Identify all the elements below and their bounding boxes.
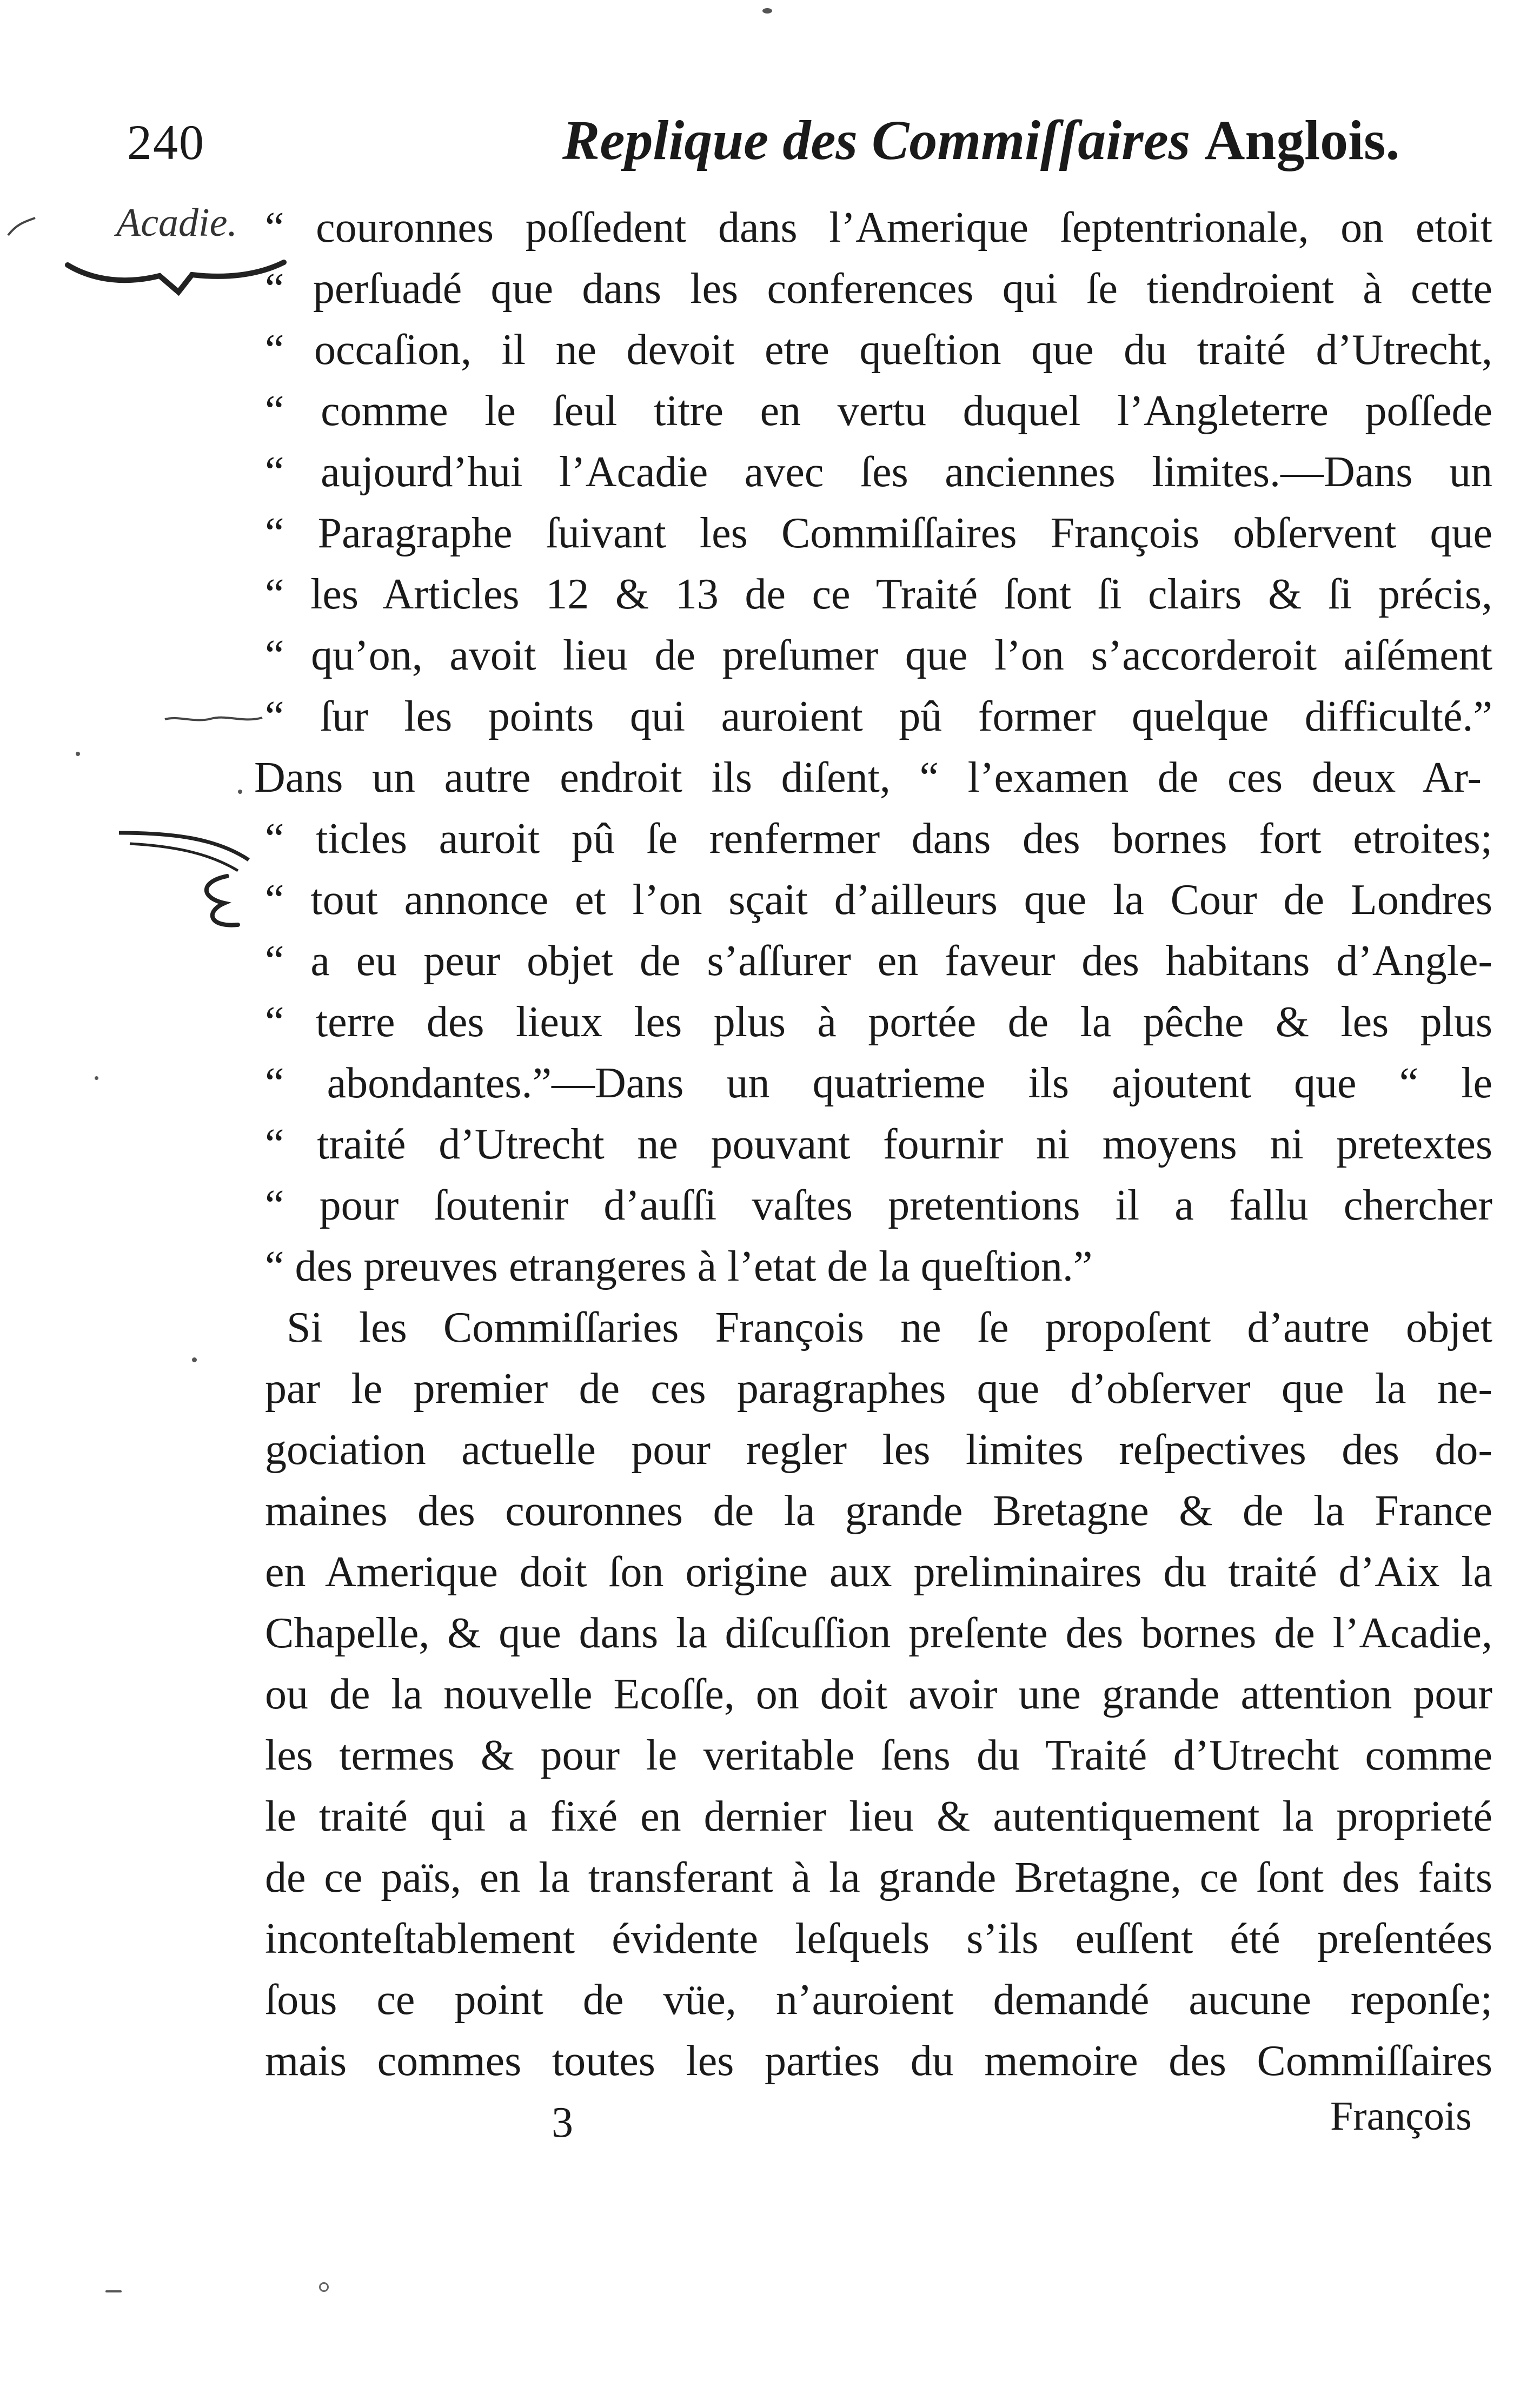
text-line: maines des couronnes de la grande Bretagne & de la France xyxy=(265,1487,1492,1535)
text-line: “ tout annonce et l’on sçait d’ailleurs que la Cour de Londres xyxy=(265,876,1492,924)
scan-speck xyxy=(76,752,80,756)
page-number: 240 xyxy=(127,115,205,170)
text-line: le traité qui a fixé en dernier lieu & autentiquement la proprieté xyxy=(265,1793,1492,1840)
page-header xyxy=(0,103,1540,171)
scan-speck xyxy=(95,1076,98,1080)
text-line: gociation actuelle pour regler les limites reſpectives des do- xyxy=(265,1426,1492,1474)
text-line: ſous ce point de vüe, n’auroient demandé aucune reponſe; xyxy=(265,1976,1492,2024)
text-line: en Amerique doit ſon origine aux preliminaires du traité d’Aix la xyxy=(265,1548,1492,1596)
running-title-italic: Replique des Commiſſaires xyxy=(562,109,1191,171)
page-footer xyxy=(0,2093,1540,2158)
paragraph-first-line: Si les Commiſſaries François ne ſe propoſent d’autre objet xyxy=(287,1304,1492,1351)
text-line: “ comme le ſeul titre en vertu duquel l’Angleterre poſſede xyxy=(265,387,1492,435)
text-line: “ abondantes.”—Dans un quatrieme ils ajoutent que “ le xyxy=(265,1059,1492,1107)
text-line: ou de la nouvelle Ecoſſe, on doit avoir une grande attention pour xyxy=(265,1671,1492,1718)
text-line: “ perſuadé que dans les conferences qui ſe tiendroient à cette xyxy=(265,265,1492,313)
text-line: mais commes toutes les parties du memoire des Commiſſaires xyxy=(265,2037,1492,2085)
text-line: “ traité d’Utrecht ne pouvant fournir ni moyens ni pretextes xyxy=(265,1121,1492,1168)
text-line: “ Paragraphe ſuivant les Commiſſaires François obſervent que xyxy=(265,509,1492,557)
signature-mark: 3 xyxy=(552,2099,573,2146)
text-line: les termes & pour le veritable ſens du Traité d’Utrecht comme xyxy=(265,1732,1492,1779)
text-line: “ aujourd’hui l’Acadie avec ſes anciennes limites.—Dans un xyxy=(265,448,1492,496)
text-line: “ ticles auroit pû ſe renfermer dans des bornes fort etroites; xyxy=(265,815,1492,863)
text-line: Dans un autre endroit ils diſent, “ l’examen de ces deux Ar- xyxy=(254,754,1482,801)
text-line: “ couronnes poſſedent dans l’Amerique ſeptentrionale, on etoit xyxy=(265,204,1492,251)
margin-brace-mark-icon xyxy=(62,254,289,303)
text-line: “ les Articles 12 & 13 de ce Traité ſont ſi clairs & ſi précis, xyxy=(265,571,1492,618)
running-title-roman: Anglois. xyxy=(1204,109,1400,171)
margin-scribble-mark-icon xyxy=(162,711,265,727)
margin-flourish-mark-icon xyxy=(5,214,38,241)
text-line: par le premier de ces paragraphes que d’obſerver que la ne- xyxy=(265,1365,1492,1413)
text-line: “ pour ſoutenir d’auſſi vaſtes pretentions il a fallu chercher xyxy=(265,1182,1492,1229)
text-line: “ occaſion, il ne devoit etre queſtion que du traité d’Utrecht, xyxy=(265,326,1492,374)
running-title xyxy=(562,108,1399,173)
text-line: “ ſur les points qui auroient pû former quelque difficulté.” xyxy=(265,693,1492,740)
scan-speck xyxy=(105,2290,122,2292)
catchword: François xyxy=(1330,2093,1472,2139)
text-line: “ qu’on, avoit lieu de preſumer que l’on s’accorderoit aiſément xyxy=(265,632,1492,679)
margin-note: Acadie. xyxy=(116,201,237,245)
scan-speck xyxy=(319,2282,329,2292)
text-line: “ des preuves etrangeres à l’etat de la queſtion.” xyxy=(265,1243,1093,1290)
text-line: “ a eu peur objet de s’aſſurer en faveur des habitans d’Angle- xyxy=(265,937,1492,985)
text-line: “ terre des lieux les plus à portée de la pêche & les plus xyxy=(265,998,1492,1046)
scan-speck xyxy=(762,8,772,14)
scan-speck xyxy=(238,790,242,794)
margin-pointer-mark-icon xyxy=(108,817,270,936)
scan-speck xyxy=(192,1357,197,1362)
text-line: Chapelle, & que dans la diſcuſſion preſente des bornes de l’Acadie, xyxy=(265,1609,1492,1657)
text-line: inconteſtablement évidente leſquels s’ils euſſent été preſentées xyxy=(265,1915,1492,1963)
text-line: de ce païs, en la transferant à la grande Bretagne, ce ſont des faits xyxy=(265,1854,1492,1901)
